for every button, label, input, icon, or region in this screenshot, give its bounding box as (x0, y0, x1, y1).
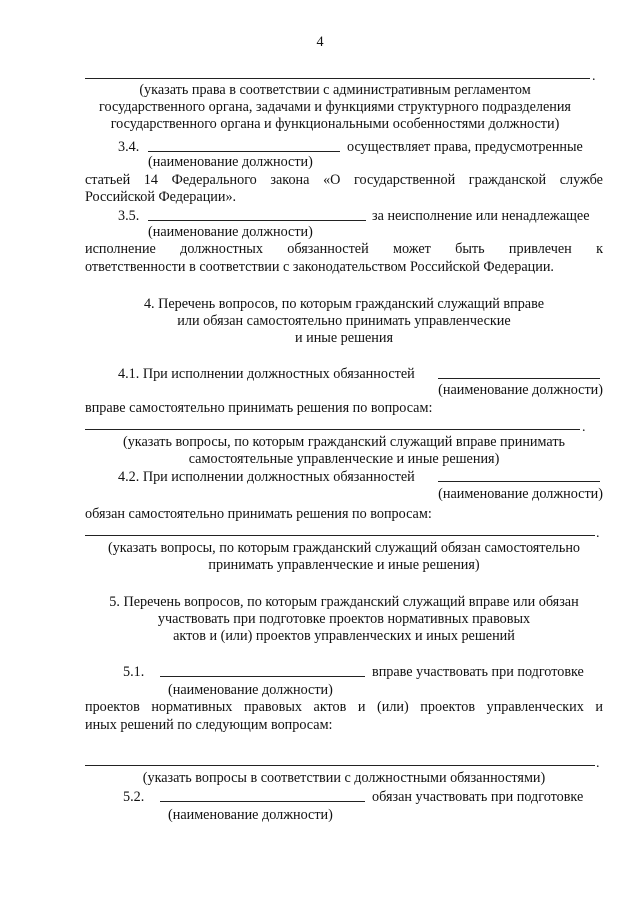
section-5-title-line-2: участвовать при подготовке проектов нормативных правовых (157, 611, 531, 627)
paragraph-3-4-line-3: Российской Федерации». (85, 189, 237, 205)
paragraph-4-1-text: 4.1. При исполнении должностных обязанностей (118, 366, 415, 382)
paragraph-3-4-text: осуществляет права, предусмотренные (347, 139, 583, 155)
period: . (596, 526, 600, 541)
position-hint: (наименование должности) (168, 682, 333, 698)
position-fill-line (148, 220, 366, 221)
paragraph-4-2-text: 4.2. При исполнении должностных обязанностей (118, 469, 415, 485)
position-fill-line (438, 378, 600, 379)
paragraph-5-2-number: 5.2. (123, 789, 145, 805)
section-5-title-line-1: 5. Перечень вопросов, по которым гражданский служащий вправе или обязан (109, 594, 579, 610)
paragraph-4-2-line-2: обязан самостоятельно принимать решения по вопросам: (85, 506, 432, 522)
period: . (596, 756, 600, 771)
paragraph-4-1-hint-line-1: (указать вопросы, по которым гражданский служащий вправе принимать (122, 434, 566, 450)
section-4-title-line-3: и иные решения (294, 330, 394, 346)
section-4-title-line-1: 4. Перечень вопросов, по которым гражданский служащий вправе (143, 296, 545, 312)
position-hint: (наименование должности) (438, 382, 603, 398)
paragraph-4-2-hint-line-1: (указать вопросы, по которым гражданский служащий обязан самостоятельно (107, 540, 581, 556)
rights-hint-line-2: государственного органа, задачами и функциями структурного подразделения (99, 99, 571, 115)
section-4-title-line-2: или обязан самостоятельно принимать управленческие (177, 313, 511, 329)
section-5-title-line-3: актов и (или) проектов управленческих и иных решений (173, 628, 515, 644)
paragraph-4-2-hint-line-2: принимать управленческие и иные решения) (208, 557, 480, 573)
paragraph-5-2-text: обязан участвовать при подготовке (372, 789, 584, 805)
paragraph-4-1-line-2: вправе самостоятельно принимать решения по вопросам: (85, 400, 433, 416)
period: . (592, 69, 596, 84)
paragraph-4-1-hint-line-2: самостоятельные управленческие и иные решения) (188, 451, 500, 467)
paragraph-3-5-line-2: исполнение должностных обязанностей может быть привлечен к (85, 241, 603, 257)
position-hint: (наименование должности) (148, 224, 313, 240)
position-hint: (наименование должности) (168, 807, 333, 823)
page-number: 4 (316, 34, 324, 50)
fill-line (85, 78, 590, 79)
fill-line (85, 429, 580, 430)
paragraph-5-1-line-2: проектов нормативных правовых актов и (или) проектов управленческих и (85, 699, 603, 715)
position-fill-line (160, 801, 365, 802)
paragraph-3-5-number: 3.5. (118, 208, 140, 224)
position-hint: (наименование должности) (438, 486, 603, 502)
position-fill-line (148, 151, 340, 152)
position-fill-line (160, 676, 365, 677)
rights-hint-line-1: (указать права в соответствии с административным регламентом (139, 82, 531, 98)
paragraph-3-5-line-3: ответственности в соответствии с законодательством Российской Федерации. (85, 259, 554, 275)
rights-hint-line-3: государственного органа и функциональными особенностями должности) (110, 116, 560, 132)
paragraph-3-4-number: 3.4. (118, 139, 140, 155)
period: . (582, 420, 586, 435)
position-fill-line (438, 481, 600, 482)
fill-line (85, 765, 595, 766)
position-hint: (наименование должности) (148, 154, 313, 170)
paragraph-5-1-hint: (указать вопросы в соответствии с должностными обязанностями) (142, 770, 546, 786)
paragraph-3-5-text: за неисполнение или ненадлежащее (372, 208, 590, 224)
paragraph-3-4-line-2: статьей 14 Федерального закона «О государственной гражданской службе (85, 172, 603, 188)
paragraph-5-1-number: 5.1. (123, 664, 145, 680)
paragraph-5-1-text: вправе участвовать при подготовке (372, 664, 584, 680)
fill-line (85, 535, 595, 536)
paragraph-5-1-line-3: иных решений по следующим вопросам: (85, 717, 333, 733)
